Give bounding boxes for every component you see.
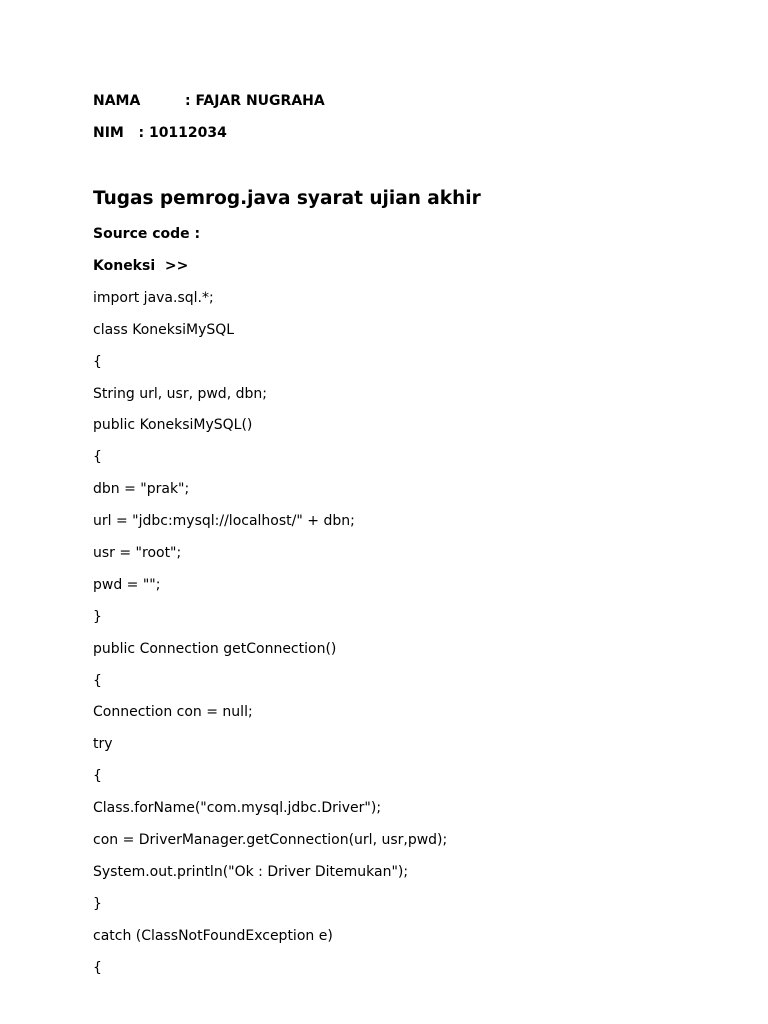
source-code-label: Source code : xyxy=(93,226,201,242)
code-line: { xyxy=(93,960,102,976)
name-value: : FAJAR NUGRAHA xyxy=(185,93,325,109)
code-line: { xyxy=(93,768,102,784)
code-line: dbn = "prak"; xyxy=(93,481,190,497)
code-line: String url, usr, pwd, dbn; xyxy=(93,386,267,402)
code-line: url = "jdbc:mysql://localhost/" + dbn; xyxy=(93,513,355,529)
code-line: pwd = ""; xyxy=(93,577,161,593)
code-line: class KoneksiMySQL xyxy=(93,322,235,338)
name-label: NAMA xyxy=(93,93,141,109)
code-line: { xyxy=(93,673,102,689)
code-line: usr = "root"; xyxy=(93,545,182,561)
code-line: import java.sql.*; xyxy=(93,290,214,306)
document-title: Tugas pemrog.java syarat ujian akhir xyxy=(93,188,481,209)
code-line: { xyxy=(93,449,102,465)
section-label: Koneksi >> xyxy=(93,258,189,274)
code-line: public Connection getConnection() xyxy=(93,641,337,657)
code-line: System.out.println("Ok : Driver Ditemukan"); xyxy=(93,864,409,880)
code-line: public KoneksiMySQL() xyxy=(93,417,253,433)
code-line: catch (ClassNotFoundException e) xyxy=(93,928,333,944)
code-line: } xyxy=(93,609,102,625)
code-line: } xyxy=(93,896,102,912)
code-line: { xyxy=(93,354,102,370)
code-line: try xyxy=(93,736,113,752)
code-line: Connection con = null; xyxy=(93,704,253,720)
nim-line: NIM : 10112034 xyxy=(93,125,227,141)
code-line: Class.forName("com.mysql.jdbc.Driver"); xyxy=(93,800,382,816)
code-line: con = DriverManager.getConnection(url, usr,pwd); xyxy=(93,832,448,848)
